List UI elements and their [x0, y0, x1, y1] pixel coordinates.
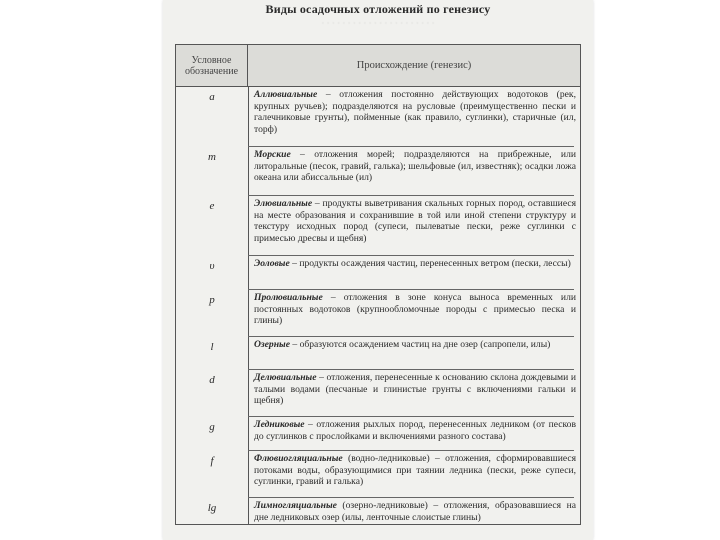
row-text: – отложения морей; подразделяются на прибрежные, или литоральные (песок, гравий, галька); шельфовые (ил, известняк); осадки ложа океана или абиссальные (ил)	[254, 149, 576, 184]
row-term: Эоловые	[254, 258, 290, 269]
row-code: d	[209, 374, 215, 386]
row-divider	[248, 195, 574, 196]
table-row	[176, 258, 580, 292]
table-row	[176, 419, 580, 453]
table-row	[176, 292, 580, 339]
table-body	[176, 89, 580, 530]
row-divider	[248, 450, 574, 451]
row-text: – отложения рыхлых пород, перенесенных ледником (от песков до суглинков с прослойками и включениями разного состава)	[254, 419, 576, 442]
table-row	[176, 339, 580, 372]
row-text: – отложения в зоне конуса выноса временных или постоянных водотоков (крупнообломочные породы с примесью песка и глины)	[254, 292, 576, 327]
header-origin: Происхождение (генезис)	[356, 60, 472, 71]
row-divider	[248, 416, 574, 417]
row-description	[254, 372, 576, 407]
row-text: (водно-ледниковые) – отложения, сформировавшиеся потоками воды, образующимися при таянии ледника (пески, реже супеси, суглинки, гравий и галька)	[254, 453, 576, 488]
row-term: Лимногляциальные	[254, 500, 337, 511]
row-description	[254, 419, 576, 442]
row-term: Делювиальные	[254, 372, 317, 383]
row-text: – отложения постоянно действующих водотоков (рек, крупных ручьев); подразделяются на русловые (преимущественно пески и галечниковые грунты), пойменные (как правило, суглинки), старичные (ил, торф)	[254, 89, 576, 135]
header-designation: Условное обозначение	[176, 45, 248, 86]
row-code: a	[209, 91, 215, 103]
row-term: Пролювиальные	[254, 292, 323, 303]
row-term: Ледниковые	[254, 419, 305, 430]
row-code: m	[208, 151, 216, 163]
genesis-table	[175, 44, 581, 525]
row-description	[254, 149, 576, 184]
table-header	[176, 45, 580, 87]
row-divider	[248, 497, 574, 498]
table-row	[176, 372, 580, 419]
row-divider	[248, 336, 574, 337]
table-row	[176, 453, 580, 500]
row-divider	[248, 289, 574, 290]
row-description	[254, 453, 576, 488]
row-description	[254, 292, 576, 327]
table-row	[176, 89, 580, 149]
row-code: l	[210, 341, 214, 353]
row-divider	[248, 369, 574, 370]
document-page	[163, 0, 593, 540]
row-term: Флювиогляциальные	[254, 453, 343, 464]
row-text: – продукты осаждения частиц, перенесенных ветром (пески, лессы)	[289, 258, 571, 269]
row-description	[254, 500, 576, 523]
row-code: e	[209, 200, 215, 212]
row-text: – отложения, перенесенные к основанию склона дождевыми и талыми водами (песчаные и глинистые грунты с включениями гальки и щебня)	[254, 372, 576, 407]
row-description	[254, 198, 576, 244]
row-code: p	[209, 294, 215, 306]
row-term: Элювиальные	[254, 198, 313, 209]
row-description	[254, 258, 576, 270]
row-divider	[248, 255, 574, 256]
table-row	[176, 500, 580, 530]
row-text: – продукты выветривания скальных горных пород, оставшиеся на месте образования и сохранившие в той или иной степени структуру и текстуру исходных пород (супеси, пылеватые пески, реже суглинки с примесью дресвы и щебня)	[254, 198, 576, 244]
bleed-through-text: · · · · · · · · · · · · · · · · · · · · · ·	[321, 18, 435, 28]
row-code: υ	[209, 260, 215, 272]
row-term: Морские	[254, 149, 291, 160]
row-term: Аллювиальные	[254, 89, 318, 100]
row-code: lg	[207, 502, 217, 514]
row-text: (озерно-ледниковые) – отложения, образовавшиеся на дне ледниковых озер (илы, ленточные слоистые глины)	[254, 500, 576, 523]
row-code: f	[210, 455, 214, 467]
row-description	[254, 89, 576, 135]
row-code: g	[209, 421, 215, 433]
page-title: Виды осадочных отложений по генезису	[265, 2, 491, 16]
table-row	[176, 149, 580, 198]
row-divider	[248, 146, 574, 147]
row-description	[254, 339, 576, 351]
table-row	[176, 198, 580, 258]
row-text: – образуются осаждением частиц на дне озер (сапропели, илы)	[289, 339, 551, 350]
row-term: Озерные	[254, 339, 290, 350]
